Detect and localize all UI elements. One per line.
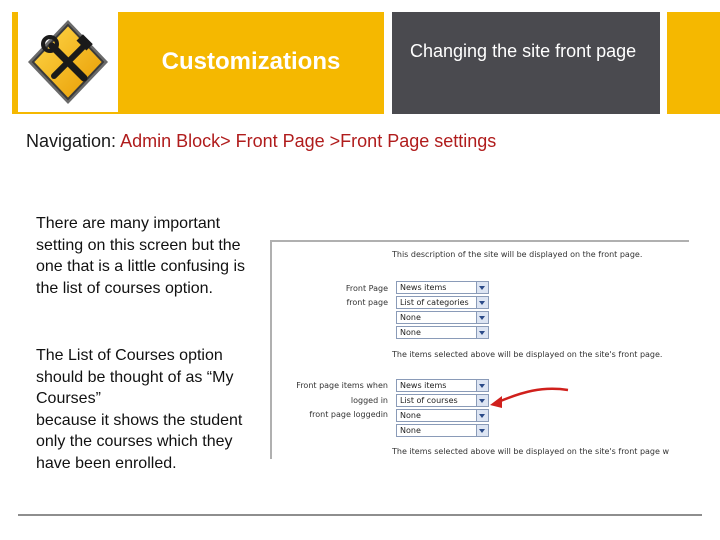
body-paragraph-2 [36, 345, 256, 474]
front-page-sublabel: front page [346, 298, 388, 307]
logged-in-sublabel: logged in [350, 396, 388, 405]
select-value: News items [400, 381, 447, 390]
select-value: List of courses [400, 396, 458, 405]
front-page-select-1[interactable] [396, 281, 489, 294]
chevron-down-icon[interactable] [476, 327, 488, 338]
header-corner-block [667, 12, 720, 114]
header-subtitle-panel [392, 12, 660, 114]
logged-in-select-2[interactable] [396, 394, 489, 407]
footer-divider [18, 514, 702, 516]
chevron-down-icon[interactable] [476, 282, 488, 293]
front-page-select-2[interactable] [396, 296, 489, 309]
tools-icon-container [18, 12, 118, 112]
logged-in-setting-name: front page loggedin [309, 410, 388, 419]
logged-in-select-3[interactable] [396, 409, 489, 422]
navigation-breadcrumb: Admin Block> Front Page >Front Page settings [116, 131, 497, 151]
select-value: None [400, 328, 421, 337]
settings-screenshot [270, 240, 689, 459]
chevron-down-icon[interactable] [476, 297, 488, 308]
select-value: None [400, 411, 421, 420]
body-paragraph-2-line-2: because it shows the student only the courses which they have been enrolled. [36, 411, 243, 472]
front-page-label: Front Page [345, 284, 388, 293]
screenshot-description: This description of the site will be displayed on the front page. [392, 250, 643, 259]
red-arrow-icon [482, 382, 572, 412]
logged-in-select-4[interactable] [396, 424, 489, 437]
front-page-select-4[interactable] [396, 326, 489, 339]
select-value: None [400, 313, 421, 322]
navigation-path [26, 131, 496, 152]
select-value: List of categories [400, 298, 469, 307]
page-subtitle: Changing the site front page [410, 41, 637, 61]
select-value: None [400, 426, 421, 435]
body-paragraph-1: There are many important setting on this screen but the one that is a little confusing is the list of courses option. [36, 215, 246, 297]
logged-in-help: The items selected above will be displayed on the site's front page w [392, 447, 670, 456]
navigation-prefix: Navigation: [26, 131, 117, 151]
chevron-down-icon[interactable] [476, 425, 488, 436]
tools-warning-sign-icon [24, 16, 112, 108]
front-page-select-3[interactable] [396, 311, 489, 324]
front-page-help: The items selected above will be displayed on the site's front page. [392, 350, 663, 359]
select-value: News items [400, 283, 447, 292]
logged-in-select-1[interactable] [396, 379, 489, 392]
logged-in-label: Front page items when [296, 381, 388, 390]
page-title: Customizations [161, 48, 341, 75]
chevron-down-icon[interactable] [476, 312, 488, 323]
body-paragraph-2-line-1: The List of Courses option should be thought of as “My Courses” [36, 347, 234, 407]
